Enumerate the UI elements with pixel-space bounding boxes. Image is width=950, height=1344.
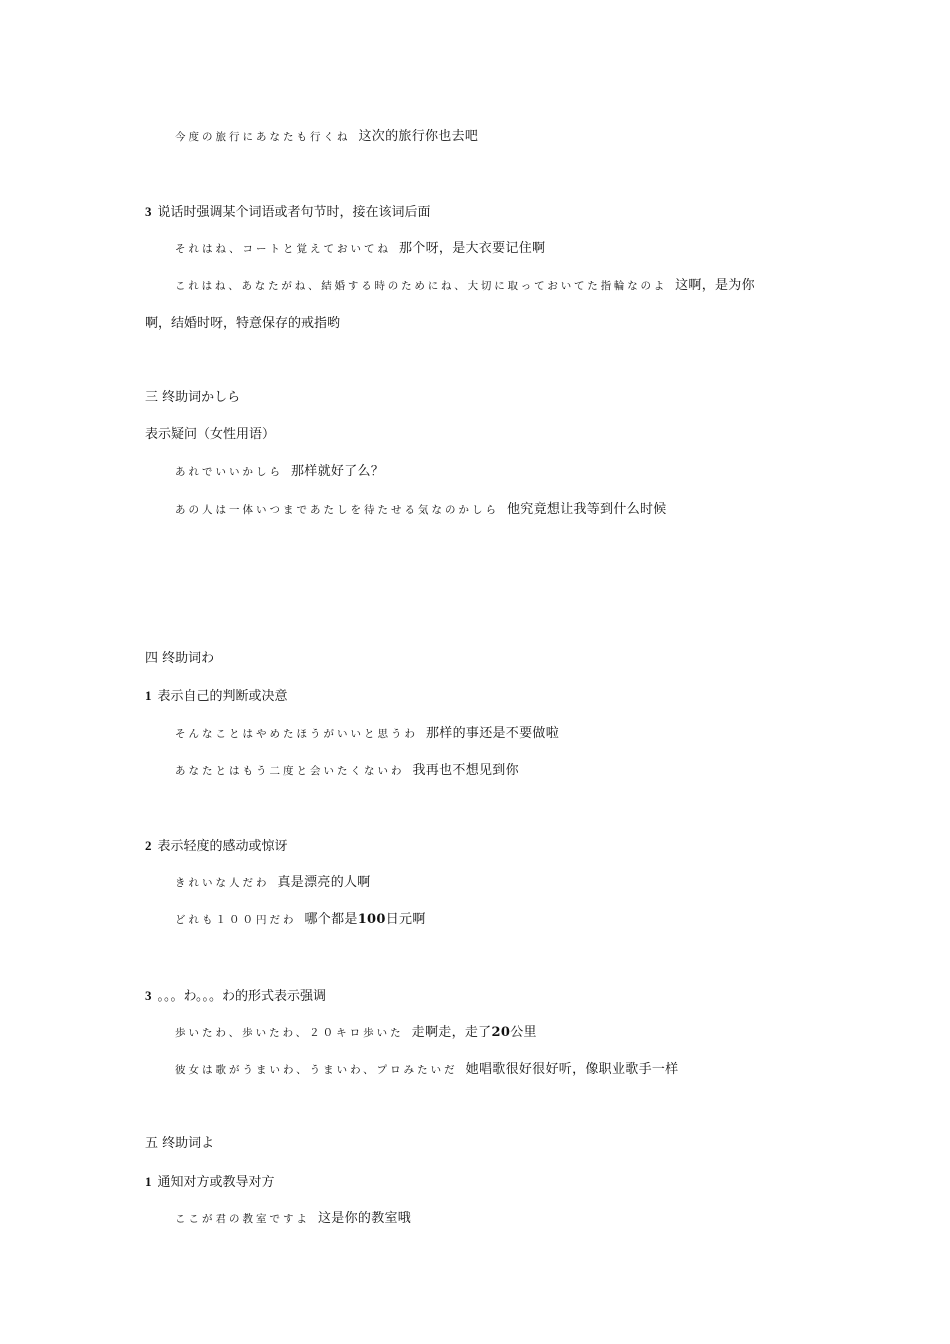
section-heading (145, 1135, 214, 1153)
example-line (175, 277, 755, 295)
example-line (175, 128, 478, 146)
translation-text: 日元啊 (385, 912, 426, 927)
chinese-translation: 真是漂亮的人啊 (277, 875, 371, 890)
translation-text: 公里 (510, 1025, 537, 1040)
subsection-number: 3 (145, 988, 152, 1003)
example-line (175, 240, 545, 258)
description-text: 表示疑问（女性用语） (145, 427, 276, 442)
subsection-number: 1 (145, 688, 152, 703)
subsection-number: 2 (145, 838, 152, 853)
japanese-sentence: そんなことはやめたほうがいいと思うわ (175, 728, 418, 740)
chinese-translation: 这次的旅行你也去吧 (358, 129, 479, 144)
subsection-heading (145, 203, 431, 222)
subsection-text: 表示轻度的感动或惊讶 (157, 839, 288, 854)
chinese-translation: 这啊，是为你 (675, 278, 755, 293)
continuation-text: 啊，结婚时呀，特意保存的戒指哟 (145, 316, 341, 331)
section-description (145, 426, 275, 444)
example-line (175, 1061, 678, 1079)
subsection-heading (145, 837, 288, 856)
section-heading (145, 650, 214, 668)
section-title: 三 终助词かしら (145, 390, 241, 405)
subsection-number: 3 (145, 204, 152, 219)
japanese-sentence: ここが君の教室ですよ (175, 1213, 310, 1225)
japanese-sentence: あれでいいかしら (175, 466, 283, 478)
example-line (175, 501, 667, 519)
example-line (175, 463, 384, 481)
japanese-sentence: あなたとはもう二度と会いたくないわ (175, 765, 405, 777)
subsection-heading (145, 687, 288, 706)
japanese-sentence: それはね、コートと覚えておいてね (175, 243, 391, 255)
subsection-number: 1 (145, 1174, 152, 1189)
chinese-translation: 我再也不想见到你 (412, 763, 519, 778)
subsection-heading (145, 987, 326, 1006)
japanese-sentence: きれいな人だわ (175, 877, 270, 889)
translation-number: 100 (357, 912, 386, 927)
chinese-translation (412, 1025, 537, 1040)
japanese-sentence: 歩いたわ、歩いたわ、２０キロ歩いた (175, 1027, 404, 1039)
section-title: 四 终助词わ (145, 651, 215, 666)
example-line (175, 762, 519, 780)
section-title: 五 终助词よ (145, 1136, 215, 1151)
chinese-translation: 她唱歌很好很好听，像职业歌手一样 (465, 1062, 679, 1077)
chinese-translation: 这是你的教室哦 (318, 1211, 412, 1226)
japanese-sentence: あの人は一体いつまであたしを待たせる気なのかしら (175, 504, 499, 516)
japanese-sentence: 今度の旅行にあなたも行くね (175, 131, 351, 143)
subsection-text: 说话时强调某个词语或者句节时，接在该词后面 (157, 205, 431, 220)
chinese-translation: 他究竟想让我等到什么时候 (507, 502, 667, 517)
japanese-sentence: 彼女は歌がうまいわ、うまいわ、プロみたいだ (175, 1064, 458, 1076)
subsection-text: 。。。わ。。。わ的形式表示强调 (157, 989, 326, 1004)
example-line (175, 725, 559, 743)
chinese-translation (305, 912, 426, 927)
translation-text: 哪个都是 (304, 912, 358, 927)
subsection-text: 通知对方或教导对方 (157, 1175, 275, 1190)
continuation-line (145, 315, 340, 333)
translation-number: 20 (491, 1025, 511, 1040)
japanese-sentence: これはね、あなたがね、結婚する時のためにね、大切に取っておいてた指輪なのよ (175, 280, 668, 292)
example-line (175, 874, 371, 892)
chinese-translation: 那个呀，是大衣要记住啊 (399, 241, 546, 256)
example-line (175, 911, 426, 929)
subsection-heading (145, 1173, 275, 1192)
japanese-sentence: どれも１００円だわ (175, 914, 297, 926)
chinese-translation: 那样就好了么？ (291, 464, 385, 479)
example-line (175, 1024, 537, 1042)
example-line (175, 1210, 411, 1228)
subsection-text: 表示自己的判断或决意 (157, 689, 288, 704)
translation-text: 走啊走，走了 (411, 1025, 492, 1040)
section-heading (145, 389, 240, 407)
chinese-translation: 那样的事还是不要做啦 (426, 726, 560, 741)
